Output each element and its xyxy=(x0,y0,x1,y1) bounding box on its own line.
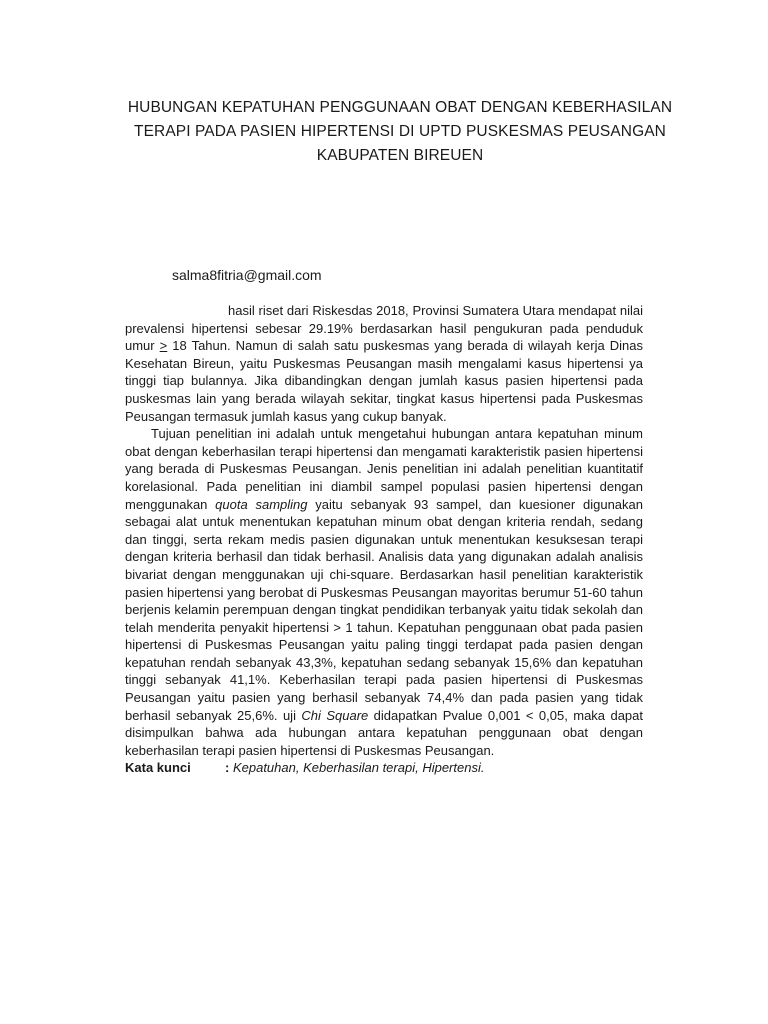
author-email: salma8fitria@gmail.com xyxy=(172,267,322,283)
greater-equal-symbol: > xyxy=(159,338,168,354)
paragraph-2-text-b: yaitu sebanyak 93 sampel, dan kuesioner digunakan sebagai alat untuk menentukan kepatuhan minum obat dengan kriteria rendah, sedang dan tinggi, serta rekam medis pasien digunakan untuk menentukan kesuksesan terapi dengan kriteria berhasil dan tidak berhasil. Analisis data yang digunakan adalah analisis bivariat dengan menggunakan uji chi-square. Berdasarkan hasil penelitian karakteristik pasien hipertensi yang berobat di Puskesmas Peusangan mayoritas berumur 51-60 tahun berjenis kelamin perempuan dengan tingkat pendidikan terbanyak yaitu tidak sekolah dan telah menderita penyakit hipertensi > 1 tahun. Kepatuhan penggunaan obat pada pasien hipertensi di Puskesmas Peusangan yaitu paling tinggi terdapat pada pasien dengan kepatuhan rendah sebanyak 43,3%, kepatuhan sedang sebanyak 15,6% dan kepatuhan tinggi sebanyak 41,1%. Keberhasilan terapi pada pasien hipertensi di Puskesmas Peusangan yaitu pasien yang berhasil sebanyak 74,4% dan pada pasien yang tidak berhasil sebanyak 25,6%. uji xyxy=(125,496,643,723)
abstract-body xyxy=(125,302,643,759)
paragraph-1-text-b: 18 Tahun. Namun di salah satu puskesmas yang berada di wilayah kerja Dinas Kesehatan Bireun, yaitu Puskesmas Peusangan masih mengalami kasus hipertensi ya tinggi tiap bulannya. Jika dibandingkan dengan jumlah kasus pasien hipertensi pada puskesmas lain yang berada wilayah sekitar, tingkat kasus hipertensi pada Puskesmas Peusangan termasuk jumlah kasus yang cukup banyak. xyxy=(125,338,643,424)
keywords-line xyxy=(125,759,484,777)
title-line-2: TERAPI PADA PASIEN HIPERTENSI DI UPTD PUSKESMAS PEUSANGAN xyxy=(134,123,666,140)
quota-sampling-term: quota sampling xyxy=(215,496,308,512)
document-title xyxy=(120,96,680,168)
keywords-label: Kata kunci xyxy=(125,760,191,775)
keywords-values: Kepatuhan, Keberhasilan terapi, Hipertensi. xyxy=(229,760,485,775)
abstract-paragraph-1 xyxy=(125,302,643,425)
paragraph-2-text-a: Tujuan penelitian ini adalah untuk mengetahui hubungan antara kepatuhan minum obat dengan keberhasilan terapi hipertensi dan mengamati karakteristik pasien hipertensi yang berada di Puskesmas Peusangan. Jenis penelitian ini adalah penelitian kuantitatif korelasional. Pada penelitian ini diambil sampel populasi pasien hipertensi dengan menggunakan xyxy=(125,426,643,512)
title-line-3: KABUPATEN BIREUEN xyxy=(316,147,484,164)
paragraph-1-text-a: hasil riset dari Riskesdas 2018, Provinsi Sumatera Utara mendapat nilai prevalensi hipertensi sebesar 29.19% berdasarkan hasil pengukuran pada penduduk umur xyxy=(125,303,643,354)
chi-square-term: Chi Square xyxy=(301,707,369,723)
title-line-1: HUBUNGAN KEPATUHAN PENGGUNAAN OBAT DENGAN KEBERHASILAN xyxy=(127,99,673,116)
keywords-colon: : xyxy=(225,760,230,775)
abstract-paragraph-2 xyxy=(125,425,643,759)
paragraph-2-text-c: didapatkan Pvalue 0,001 < 0,05, maka dapat disimpulkan bahwa ada hubungan antara kepatuhan penggunaan obat dengan keberhasilan terapi pasien hipertensi di Puskesmas Peusangan. xyxy=(125,707,643,758)
